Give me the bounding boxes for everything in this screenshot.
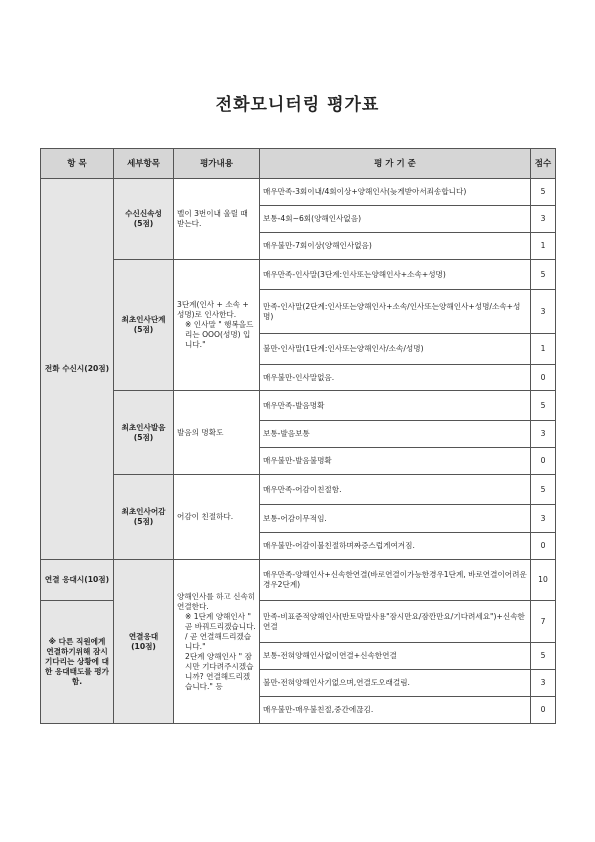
score-cell: 10 bbox=[531, 560, 556, 601]
criterion-cell: 매우불만-인사말없음. bbox=[260, 365, 531, 391]
table-row bbox=[41, 179, 556, 206]
page-title: 전화모니터링 평가표 bbox=[215, 95, 380, 115]
score-cell: 5 bbox=[531, 475, 556, 505]
content-greeting-note: ※ 인사말 " 행복을드리는 OOO(성명) 입니다." bbox=[185, 320, 254, 349]
sub-pronunciation bbox=[114, 391, 174, 475]
score-cell: 7 bbox=[531, 601, 556, 643]
sub-connect bbox=[114, 560, 174, 724]
score-cell: 5 bbox=[531, 391, 556, 421]
content-connect-note2: 2단계 양해인사 " 잠시만 기다려주시겠습니까? 연결해드리겠습니다." 등 bbox=[185, 651, 254, 691]
criterion-cell: 매우만족-발음명확 bbox=[260, 391, 531, 421]
score-cell: 5 bbox=[531, 643, 556, 670]
criterion-cell: 보통-4회~6회(양해인사없음) bbox=[260, 206, 531, 233]
score-cell: 1 bbox=[531, 334, 556, 365]
score-cell: 0 bbox=[531, 448, 556, 475]
criterion-cell: 보통-전혀양해인사없이연결+신속한연결 bbox=[260, 643, 531, 670]
header-criteria: 평 가 기 준 bbox=[260, 149, 531, 179]
score-cell: 1 bbox=[531, 233, 556, 260]
sub-tone-name: 최초인사어감 bbox=[121, 507, 166, 516]
content-speed: 벨이 3번이내 울릴 때 받는다. bbox=[174, 179, 260, 260]
score-cell: 3 bbox=[531, 206, 556, 233]
criterion-cell: 매우불만-어감이불친절하며짜증스럽게여겨짐. bbox=[260, 533, 531, 560]
sub-speed-name: 수신신속성 bbox=[125, 209, 162, 218]
sub-speed bbox=[114, 179, 174, 260]
criterion-cell: 불만-인사말(1단계:인사또는양해인사/소속/성명) bbox=[260, 334, 531, 365]
score-cell: 3 bbox=[531, 421, 556, 448]
content-greeting bbox=[174, 260, 260, 391]
criterion-cell: 만족-인사말(2단계:인사또는양해인사+소속/인사또는양해인사+성명/소속+성명) bbox=[260, 290, 531, 334]
item-reception: 전화 수신시(20점) bbox=[41, 179, 114, 560]
score-cell: 0 bbox=[531, 697, 556, 724]
criterion-cell: 매우만족-어감이친절함. bbox=[260, 475, 531, 505]
criterion-cell: 보통-어감이무적임. bbox=[260, 505, 531, 533]
sub-greeting-points: (5점) bbox=[133, 325, 154, 334]
content-connect-note1: ※ 1단계 양해인사 " 곧 바꿔드리겠습니다. / 곧 연결해드리겠습니다." bbox=[185, 611, 256, 651]
sub-greeting-name: 최초인사단계 bbox=[121, 315, 166, 324]
header-item: 항 목 bbox=[41, 149, 114, 179]
sub-speed-points: (5점) bbox=[133, 219, 154, 228]
header-row bbox=[41, 149, 556, 179]
sub-tone-points: (5점) bbox=[133, 517, 154, 526]
criterion-cell: 매우불만-매우불친절,중간에끊김. bbox=[260, 697, 531, 724]
table-row bbox=[41, 475, 556, 505]
criterion-cell: 매우불만-7회이상(양해인사없음) bbox=[260, 233, 531, 260]
criterion-cell: 매우만족-인사말(3단계:인사또는양해인사+소속+성명) bbox=[260, 260, 531, 290]
criterion-cell: 만족-비표준적양해인사(반토막말사용"잠시만요/잠깐만요/기다려세요")+신속한연결 bbox=[260, 601, 531, 643]
evaluation-table bbox=[40, 148, 556, 724]
content-connect bbox=[174, 560, 260, 724]
content-greeting-main: 3단계(인사 + 소속 + 성명)로 인사한다. bbox=[177, 300, 249, 319]
score-cell: 5 bbox=[531, 260, 556, 290]
score-cell: 3 bbox=[531, 290, 556, 334]
score-cell: 3 bbox=[531, 670, 556, 697]
sub-greeting bbox=[114, 260, 174, 391]
header-sub: 세부항목 bbox=[114, 149, 174, 179]
criterion-cell: 매우만족-양해인사+신속한연결(바로연결이가능한경우1단계, 바로연결이어려운경우2단계) bbox=[260, 560, 531, 601]
criterion-cell: 불만-전혀양해인사기없으며,연결도오래걸림. bbox=[260, 670, 531, 697]
sub-tone bbox=[114, 475, 174, 560]
criterion-cell: 매우만족-3회이내/4회이상+양해인사(늦게받아서죄송합니다) bbox=[260, 179, 531, 206]
sub-connect-points: (10점) bbox=[131, 641, 156, 651]
sub-connect-name: 연결응대 bbox=[128, 631, 159, 641]
table-row bbox=[41, 560, 556, 601]
criterion-cell: 보통-발음보통 bbox=[260, 421, 531, 448]
score-cell: 3 bbox=[531, 505, 556, 533]
score-cell: 5 bbox=[531, 179, 556, 206]
criterion-cell: 매우불만-발음불명확 bbox=[260, 448, 531, 475]
score-cell: 0 bbox=[531, 365, 556, 391]
item-connect: 연결 응대시(10점) bbox=[41, 560, 114, 601]
header-content: 평가내용 bbox=[174, 149, 260, 179]
header-score: 점수 bbox=[531, 149, 556, 179]
item-note: ※ 다른 직원에게 연결하기위해 잠시 기다리는 상황에 대한 응대태도를 평가함. bbox=[41, 601, 114, 724]
sub-pronunciation-name: 최초인사발음 bbox=[121, 422, 166, 432]
content-tone: 어감이 친절하다. bbox=[174, 475, 260, 560]
table-row bbox=[41, 391, 556, 421]
score-cell: 0 bbox=[531, 533, 556, 560]
sub-pronunciation-points: (5점) bbox=[133, 432, 154, 442]
table-row bbox=[41, 260, 556, 290]
content-pronunciation: 발음의 명확도 bbox=[174, 391, 260, 475]
content-connect-main: 양해인사를 하고 신속히 연결한다. bbox=[177, 591, 256, 611]
